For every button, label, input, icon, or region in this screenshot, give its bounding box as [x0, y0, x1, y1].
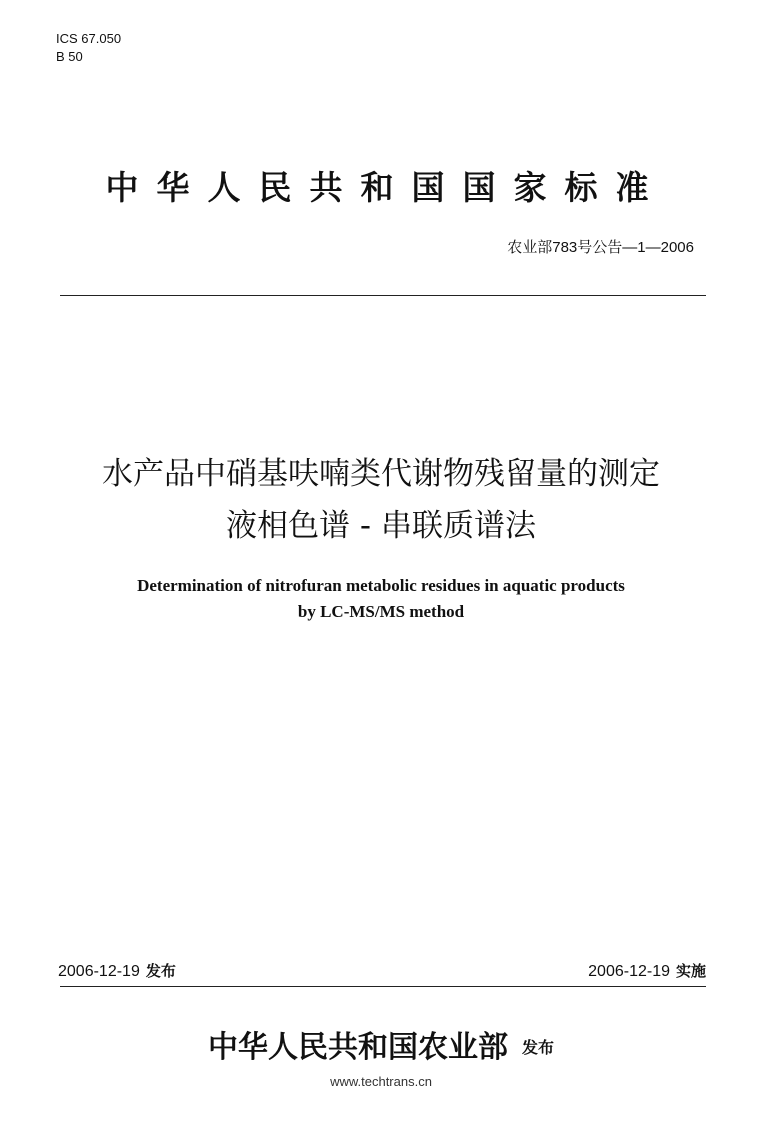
issue-date-block [58, 960, 176, 981]
implementation-date-block [588, 960, 706, 981]
implementation-date: 2006-12-19 [588, 963, 670, 980]
issue-date: 2006-12-19 [58, 963, 140, 980]
footer-divider [60, 986, 706, 987]
title-cn-line2: 液相色谱 - 串联质谱法 [226, 508, 536, 544]
implementation-date-label: 实施 [675, 963, 706, 980]
footer-url: www.techtrans.cn [330, 1074, 432, 1089]
national-standard-title: 中华人民共和国国家标准 [105, 168, 667, 207]
classification-codes [56, 30, 121, 66]
issue-date-label: 发布 [145, 963, 176, 980]
title-en-line1: Determination of nitrofuran metabolic residues in aquatic products [137, 576, 625, 595]
publisher-suffix: 发布 [521, 1038, 554, 1057]
ics-code: ICS 67.050 [56, 31, 122, 46]
publisher [0, 1022, 762, 1066]
title-en-line2: by LC-MS/MS method [297, 602, 465, 621]
publisher-name: 中华人民共和国农业部 [207, 1030, 508, 1065]
header-divider [60, 295, 706, 296]
standard-number: 农业部783号公告—1—2006 [507, 239, 694, 256]
title-cn-line1: 水产品中硝基呋喃类代谢物残留量的测定 [102, 456, 660, 492]
ccs-code: B 50 [56, 49, 83, 64]
